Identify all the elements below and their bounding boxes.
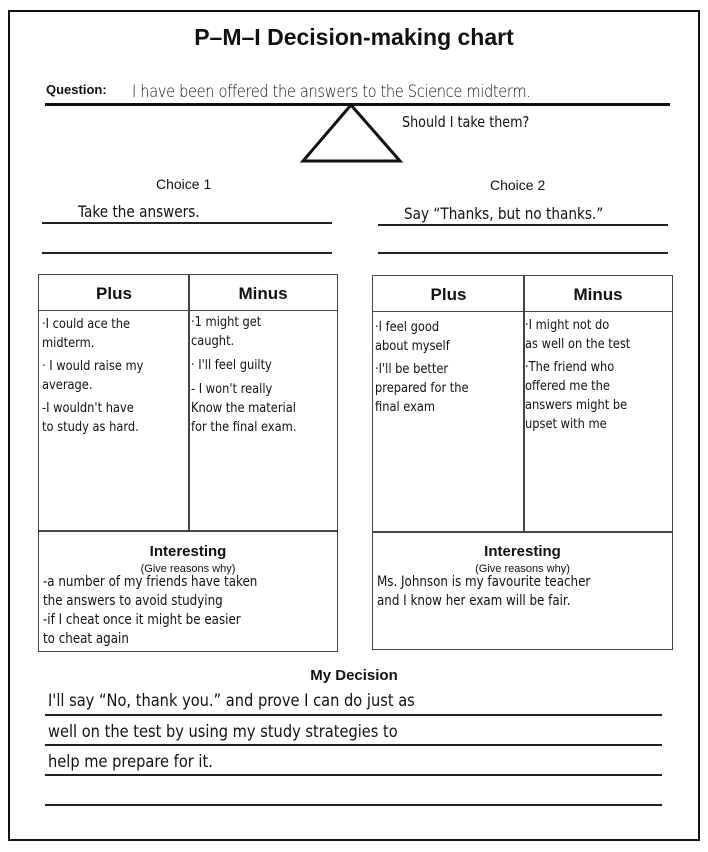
choice-2-interesting-divider (373, 531, 672, 533)
choice-1-line-1 (42, 222, 332, 224)
list-item: ·I'll be better (375, 362, 449, 377)
list-item: ·I feel good (375, 320, 440, 335)
choice-1-line-2 (42, 252, 332, 254)
decision-rule-2 (45, 744, 662, 746)
list-item: offered me the (525, 379, 610, 394)
choice-1-plus-header: Plus (39, 275, 189, 311)
choice-1-minus-list (191, 313, 311, 437)
list-item: · I would raise my (42, 359, 144, 374)
list-item: caught. (191, 334, 235, 349)
choice-1-interesting-header: Interesting (149, 543, 227, 560)
choice-1-pmi-box (38, 274, 338, 652)
question-text: I have been offered the answers to the Science midterm. (132, 82, 531, 102)
choice-1-minus-header: Minus (189, 275, 337, 311)
list-item: midterm. (42, 336, 95, 351)
question-text-line2: Should I take them? (402, 113, 530, 131)
fulcrum-triangle-icon (300, 103, 404, 165)
choice-1-interesting-divider (39, 530, 337, 532)
decision-title: My Decision (310, 667, 398, 684)
list-item: final exam (375, 400, 436, 415)
choice-2-label: Choice 2 (490, 177, 546, 193)
choice-2-answer: Say “Thanks, but no thanks.” (404, 204, 604, 223)
list-item: Know the material (191, 401, 296, 416)
list-item: to study as hard. (42, 420, 139, 435)
decision-line-3: help me prepare for it. (48, 752, 213, 772)
choice-1-plus-list (42, 315, 157, 437)
question-label: Question: (46, 82, 107, 97)
list-item: -I wouldn't have (42, 401, 134, 416)
choice-1-label: Choice 1 (156, 176, 212, 192)
decision-rule-3 (45, 774, 662, 776)
list-item: about myself (375, 339, 450, 354)
list-item: ·I might not do (525, 318, 610, 333)
choice-2-pmi-box (372, 275, 673, 650)
list-item: the answers to avoid studying (43, 593, 223, 609)
choice-1-interesting-subtitle: (Give reasons why) (140, 563, 236, 575)
choice-2-interesting-subtitle: (Give reasons why) (475, 563, 570, 575)
choice-1-answer: Take the answers. (78, 202, 200, 221)
list-item: prepared for the (375, 381, 469, 396)
decision-line-2: well on the test by using my study strategies to (48, 722, 398, 742)
choice-2-minus-list (525, 316, 645, 434)
list-item: · I'll feel guilty (191, 358, 272, 373)
decision-rule-4 (45, 804, 662, 806)
list-item: upset with me (525, 417, 607, 432)
list-item: ·1 might get (191, 315, 262, 330)
choice-2-minus-header: Minus (524, 276, 672, 312)
choice-2-plus-header: Plus (373, 276, 524, 312)
list-item: -if I cheat once it might be easier (43, 612, 241, 628)
choice-2-interesting-list (377, 573, 628, 611)
list-item: -a number of my friends have taken (43, 574, 258, 590)
decision-line-1: I'll say “No, thank you.” and prove I can do just as (48, 691, 415, 711)
choice-2-plus-list (375, 318, 481, 417)
list-item: to cheat again (43, 631, 129, 647)
choice-2-line-2 (378, 252, 668, 254)
choice-1-column-divider (188, 275, 190, 532)
list-item: and I know her exam will be fair. (377, 593, 571, 609)
page-title: P–M–I Decision-making chart (194, 24, 514, 50)
choice-2-line-1 (378, 224, 668, 226)
list-item: ·The friend who (525, 360, 615, 375)
list-item: ·I could ace the (42, 317, 131, 332)
list-item: Ms. Johnson is my favourite teacher (377, 574, 591, 590)
list-item: average. (42, 378, 93, 393)
choice-2-interesting-header: Interesting (484, 543, 561, 560)
list-item: answers might be (525, 398, 628, 413)
list-item: as well on the test (525, 337, 631, 352)
choice-1-interesting-list (43, 573, 295, 649)
list-item: for the final exam. (191, 420, 297, 435)
decision-rule-1 (45, 714, 662, 716)
list-item: - I won't really (191, 382, 273, 397)
